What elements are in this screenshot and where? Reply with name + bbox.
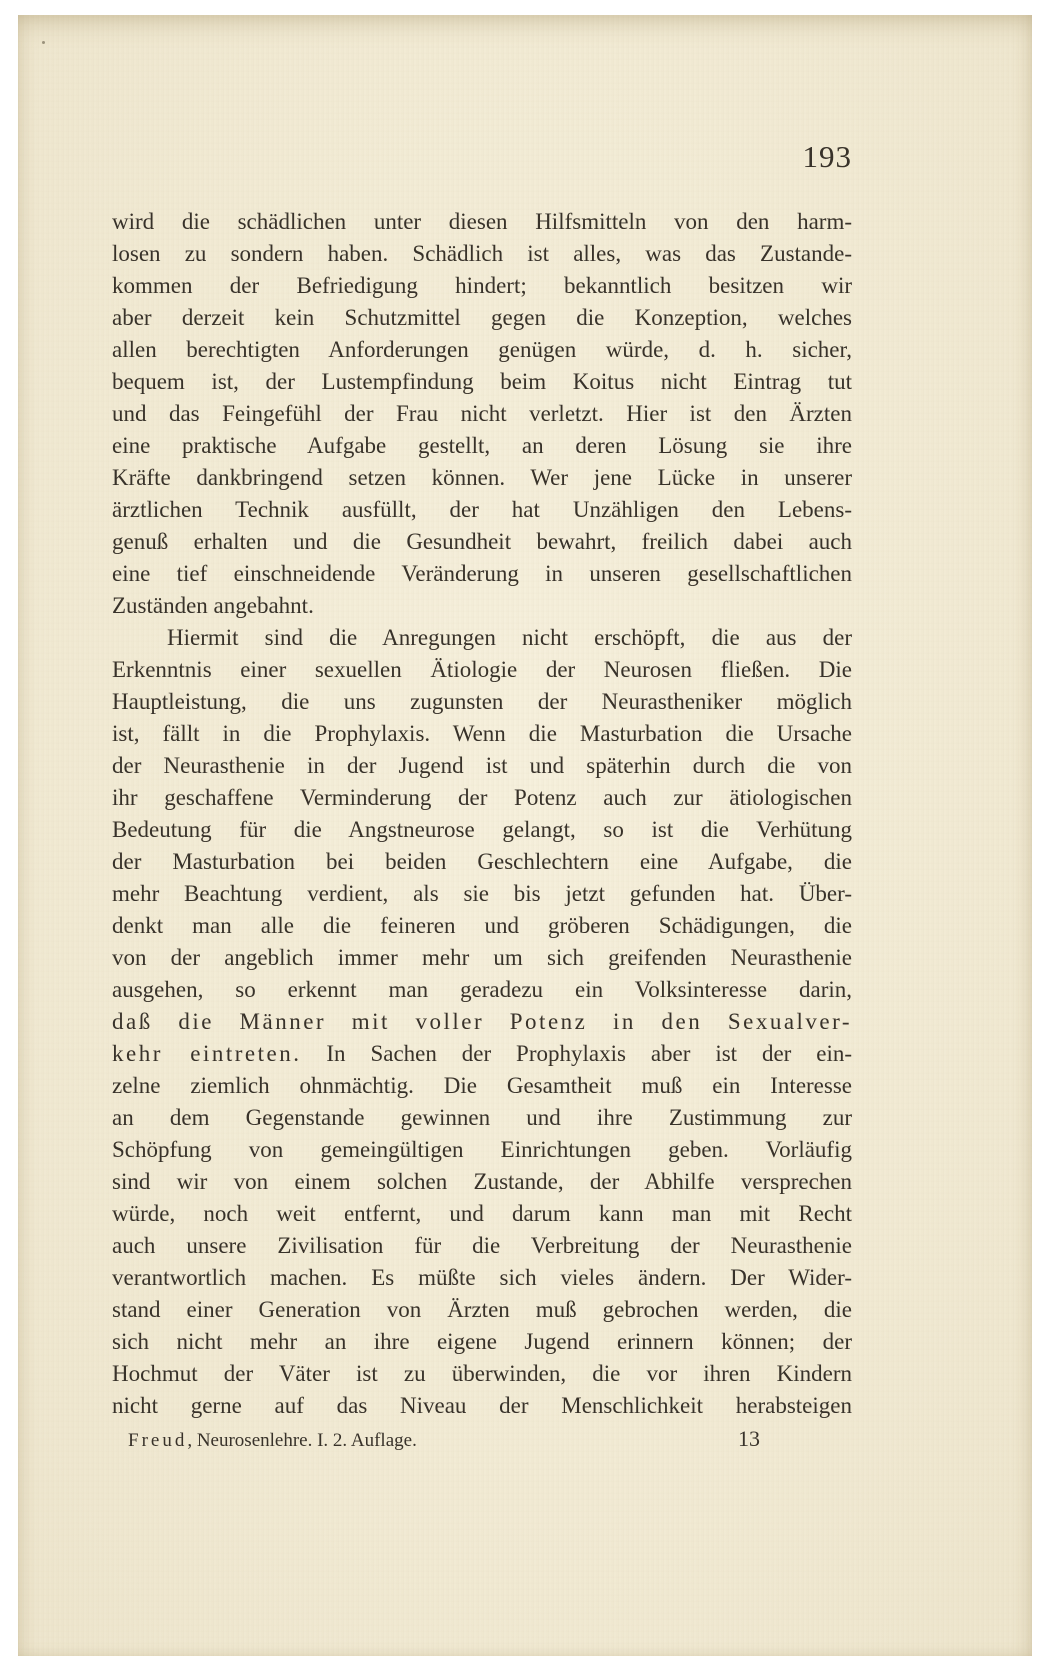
emphasized-text-segment: kehr eintreten. <box>112 1041 302 1066</box>
text-segment: ist, fällt in die Prophylaxis. Wenn die Masturbation die Ursache <box>112 721 852 746</box>
text-segment: Kräfte dankbringend setzen können. Wer jene Lücke in unserer <box>112 465 852 490</box>
text-line <box>112 1358 852 1390</box>
text-segment: In Sachen der Prophylaxis aber ist der ein- <box>301 1041 852 1066</box>
text-segment: Bedeutung für die Angstneurose gelangt, so ist die Verhütung <box>112 817 852 842</box>
text-line <box>112 1390 852 1422</box>
text-line <box>112 1006 852 1038</box>
text-segment: losen zu sondern haben. Schädlich ist alles, was das Zustande- <box>112 241 852 266</box>
text-line <box>112 238 852 270</box>
text-line <box>112 558 852 590</box>
text-segment: kommen der Befriedigung hindert; bekanntlich besitzen wir <box>112 273 852 298</box>
text-line <box>112 846 852 878</box>
text-segment: ihr geschaffene Verminderung der Potenz auch zur ätiologischen <box>112 785 852 810</box>
text-line <box>112 1070 852 1102</box>
body-text <box>112 206 852 1422</box>
text-line <box>112 1198 852 1230</box>
page-footer <box>112 1426 852 1457</box>
emphasized-text-segment: daß die Männer mit voller Potenz in den Sexualver- <box>112 1009 852 1034</box>
text-segment: Hauptleistung, die uns zugunsten der Neurastheniker möglich <box>112 689 852 714</box>
text-segment: zelne ziemlich ohnmächtig. Die Gesamtheit muß ein Interesse <box>112 1073 852 1098</box>
text-segment: bequem ist, der Lustempfindung beim Koitus nicht Eintrag tut <box>112 369 852 394</box>
page-number: 193 <box>802 139 852 174</box>
footer-author: Freud <box>128 1430 188 1451</box>
text-segment: stand einer Generation von Ärzten muß gebrochen werden, die <box>112 1297 852 1322</box>
text-segment: aber derzeit kein Schutzmittel gegen die Konzeption, welches <box>112 305 852 330</box>
text-line <box>112 814 852 846</box>
text-line <box>112 1166 852 1198</box>
text-segment: genuß erhalten und die Gesundheit bewahrt, freilich dabei auch <box>112 529 852 554</box>
text-line <box>112 1230 852 1262</box>
text-line <box>112 974 852 1006</box>
text-segment: Erkenntnis einer sexuellen Ätiologie der Neurosen fließen. Die <box>112 657 852 682</box>
text-line <box>112 1134 852 1166</box>
text-line <box>112 206 852 238</box>
text-segment: Hochmut der Väter ist zu überwinden, die vor ihren Kindern <box>112 1361 852 1386</box>
text-line <box>112 398 852 430</box>
footer-citation <box>128 1429 417 1453</box>
text-segment: eine tief einschneidende Veränderung in unseren gesellschaftlichen <box>112 561 852 586</box>
text-line <box>112 526 852 558</box>
text-line <box>112 718 852 750</box>
text-line <box>112 1102 852 1134</box>
text-segment: an dem Gegenstande gewinnen und ihre Zustimmung zur <box>112 1105 852 1130</box>
text-line <box>112 590 852 622</box>
text-segment: allen berechtigten Anforderungen genügen würde, d. h. sicher, <box>112 337 852 362</box>
text-line <box>112 942 852 974</box>
text-segment: und das Feingefühl der Frau nicht verletzt. Hier ist den Ärzten <box>112 401 852 426</box>
text-segment: sich nicht mehr an ihre eigene Jugend erinnern können; der <box>112 1329 852 1354</box>
text-segment: auch unsere Zivilisation für die Verbreitung der Neurasthenie <box>112 1233 852 1258</box>
text-line <box>112 494 852 526</box>
text-line <box>112 622 852 654</box>
text-line <box>112 750 852 782</box>
text-segment: würde, noch weit entfernt, und darum kann man mit Recht <box>112 1201 852 1226</box>
text-line <box>112 910 852 942</box>
text-segment: nicht gerne auf das Niveau der Menschlichkeit herabsteigen <box>112 1393 852 1418</box>
text-segment: verantwortlich machen. Es müßte sich vieles ändern. Der Wider- <box>112 1265 852 1290</box>
text-line <box>112 302 852 334</box>
text-segment: ausgehen, so erkennt man geradezu ein Volksinteresse darin, <box>112 977 852 1002</box>
text-segment: ärztlichen Technik ausfüllt, der hat Unzähligen den Lebens- <box>112 497 852 522</box>
footer-edition: , Neurosenlehre. I. 2. Auflage. <box>187 1430 417 1451</box>
text-segment: denkt man alle die feineren und gröberen Schädigungen, die <box>112 913 852 938</box>
signature-mark: 13 <box>738 1426 760 1451</box>
text-segment: mehr Beachtung verdient, als sie bis jetzt gefunden hat. Über- <box>112 881 852 906</box>
text-line <box>112 270 852 302</box>
text-line <box>112 1038 852 1070</box>
text-line <box>112 686 852 718</box>
text-segment: Zuständen angebahnt. <box>112 593 314 618</box>
text-line <box>112 782 852 814</box>
text-segment: der Neurasthenie in der Jugend ist und späterhin durch die von <box>112 753 852 778</box>
text-line <box>112 1294 852 1326</box>
text-line <box>112 430 852 462</box>
paper-speck <box>42 41 45 44</box>
text-line <box>112 1262 852 1294</box>
text-segment: sind wir von einem solchen Zustande, der Abhilfe versprechen <box>112 1169 852 1194</box>
text-line <box>112 878 852 910</box>
text-line <box>112 366 852 398</box>
text-line <box>112 334 852 366</box>
text-line <box>112 462 852 494</box>
text-line <box>112 654 852 686</box>
text-line <box>112 1326 852 1358</box>
text-segment: eine praktische Aufgabe gestellt, an deren Lösung sie ihre <box>112 433 852 458</box>
text-segment: der Masturbation bei beiden Geschlechtern eine Aufgabe, die <box>112 849 852 874</box>
text-segment: Schöpfung von gemeingültigen Einrichtungen geben. Vorläufig <box>112 1137 852 1162</box>
text-segment: wird die schädlichen unter diesen Hilfsmitteln von den harm- <box>112 209 852 234</box>
text-segment: Hiermit sind die Anregungen nicht erschöpft, die aus der <box>167 625 852 650</box>
text-segment: von der angeblich immer mehr um sich greifenden Neurasthenie <box>112 945 852 970</box>
